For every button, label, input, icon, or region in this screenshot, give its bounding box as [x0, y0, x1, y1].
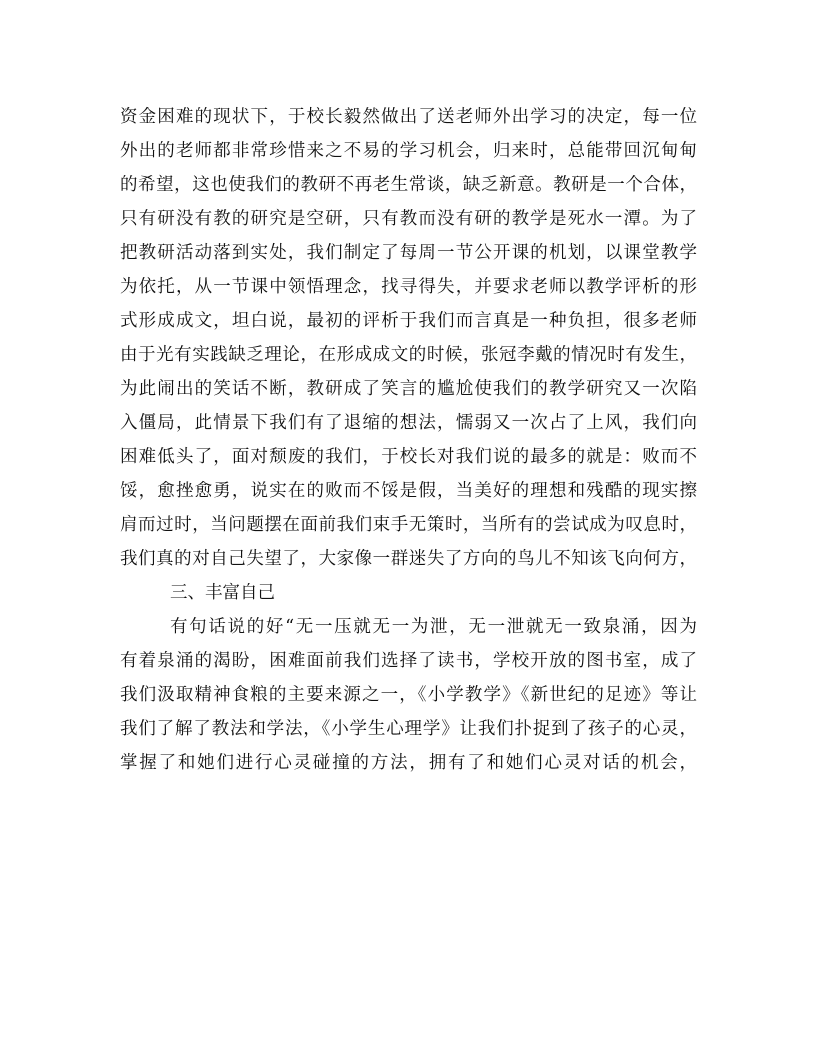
- text-line: 有着泉涌的渴盼，困难面前我们选择了读书，学校开放的图书室，成了: [120, 651, 697, 671]
- text-line: 我们了解了教法和学法，《小学生心理学》让我们扑捉到了孩子的心灵，: [120, 719, 697, 739]
- text-line: 资金困难的现状下，于校长毅然做出了送老师外出学习的决定，每一位: [120, 107, 697, 127]
- text-line: 外出的老师都非常珍惜来之不易的学习机会，归来时，总能带回沉甸甸: [120, 141, 697, 161]
- document-body: [120, 100, 697, 780]
- text-line: 由于光有实践缺乏理论，在形成成文的时候，张冠李戴的情况时有发生，: [120, 345, 697, 365]
- text-line: 入僵局，此情景下我们有了退缩的想法，懦弱又一次占了上风，我们向: [120, 413, 697, 433]
- text-line: 为依托，从一节课中领悟理念，找寻得失，并要求老师以教学评析的形: [120, 277, 697, 297]
- text-line: 只有研没有教的研究是空研，只有教而没有研的教学是死水一潭。为了: [120, 209, 697, 229]
- text-line: 掌握了和她们进行心灵碰撞的方法，拥有了和她们心灵对话的机会，: [120, 753, 697, 773]
- text-line: 我们汲取精神食粮的主要来源之一，《小学教学》《新世纪的足迹》等让: [120, 685, 697, 705]
- text-line: 我们真的对自己失望了，大家像一群迷失了方向的鸟儿不知该飞向何方，: [120, 549, 697, 569]
- text-line: 把教研活动落到实处，我们制定了每周一节公开课的机划，以课堂教学: [120, 243, 697, 263]
- text-line: 式形成成文，坦白说，最初的评析于我们而言真是一种负担，很多老师: [120, 311, 697, 331]
- section-heading: 三、丰富自己: [170, 583, 275, 603]
- text-line: 有句话说的好“无一压就无一为泄，无一泄就无一致泉涌，因为: [170, 617, 697, 637]
- text-line: 馁，愈挫愈勇，说实在的败而不馁是假，当美好的理想和残酷的现实擦: [120, 481, 697, 501]
- text-line: 肩而过时，当问题摆在面前我们束手无策时，当所有的尝试成为叹息时，: [120, 515, 697, 535]
- text-line: 困难低头了，面对颓废的我们，于校长对我们说的最多的就是：败而不: [120, 447, 697, 467]
- text-line: 的希望，这也使我们的教研不再老生常谈，缺乏新意。教研是一个合体，: [120, 175, 697, 195]
- text-line: 为此闹出的笑话不断，教研成了笑言的尴尬使我们的教学研究又一次陷: [120, 379, 697, 399]
